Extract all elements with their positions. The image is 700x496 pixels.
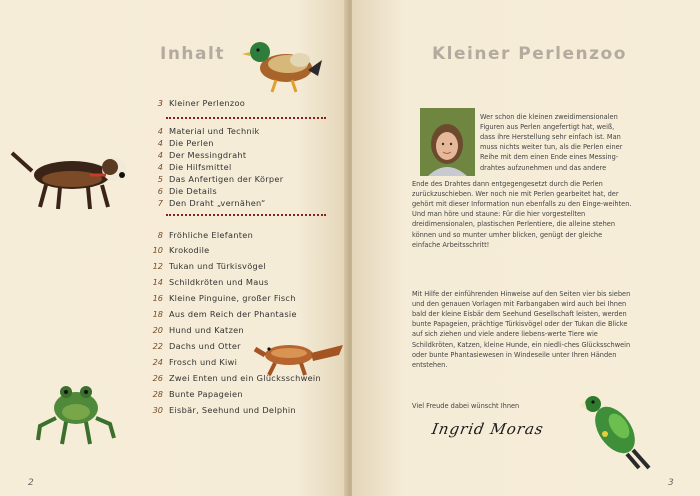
intro-text: Wer schon die kleinen zweidimensionalen Figuren aus Perlen angefertigt hat, weiß, dass ihre Herstellung sehr einfach ist. Man muss nichts weiter tun, als die Perlen einer Reihe mit dem einen Ende eines Messing-drahtes aufzunehmen und das andere bbox=[480, 112, 623, 172]
toc-divider bbox=[166, 214, 326, 218]
toc-entry-label: Hund und Katzen bbox=[169, 325, 244, 335]
toc-entry-label: Zwei Enten und ein Glücksschwein bbox=[169, 373, 321, 383]
toc-entry bbox=[145, 309, 297, 319]
bead-dog-illustration bbox=[10, 145, 135, 215]
toc-entry bbox=[145, 186, 217, 196]
toc-entry-label: Frosch und Kiwi bbox=[169, 357, 238, 367]
toc-entry-label: Die Details bbox=[169, 186, 217, 196]
toc-page-number: 7 bbox=[157, 198, 163, 208]
toc-page-number: 4 bbox=[157, 138, 163, 148]
toc-page-number: 16 bbox=[152, 293, 163, 303]
bead-frog-illustration bbox=[36, 378, 116, 448]
toc-page-number: 26 bbox=[152, 373, 163, 383]
bead-parrot-illustration bbox=[575, 390, 655, 470]
toc-page-number: 20 bbox=[152, 325, 163, 335]
closing-line: Viel Freude dabei wünscht Ihnen bbox=[412, 401, 520, 410]
toc-entry bbox=[145, 98, 245, 108]
toc-entry bbox=[145, 150, 246, 160]
toc-entry-label: Die Perlen bbox=[169, 138, 214, 148]
toc-entry-label: Den Draht „vernähen“ bbox=[169, 198, 266, 208]
toc-entry-label: Kleiner Perlenzoo bbox=[169, 98, 246, 108]
toc-page-number: 8 bbox=[157, 230, 163, 240]
toc-entry bbox=[145, 245, 210, 255]
toc-page-number: 10 bbox=[152, 245, 163, 255]
toc-entry bbox=[145, 126, 260, 136]
toc-entry-label: Die Hilfsmittel bbox=[169, 162, 232, 172]
toc-page-number: 28 bbox=[152, 389, 163, 399]
page-number: 2 bbox=[28, 478, 34, 488]
toc-page-number: 24 bbox=[152, 357, 163, 367]
page-title: Kleiner Perlenzoo bbox=[432, 44, 627, 64]
author-photo bbox=[420, 108, 475, 176]
toc-page-number: 4 bbox=[157, 150, 163, 160]
toc-entry-label: Der Messingdraht bbox=[169, 150, 247, 160]
toc-page-number: 4 bbox=[157, 126, 163, 136]
toc-entry bbox=[145, 405, 296, 415]
toc-entry-label: Tukan und Türkisvögel bbox=[169, 261, 266, 271]
author-signature: Ingrid Moras bbox=[430, 420, 546, 438]
toc-entry-label: Eisbär, Seehund und Delphin bbox=[169, 405, 296, 415]
toc-entry bbox=[145, 261, 266, 271]
toc-entry bbox=[145, 138, 214, 148]
toc-page-number: 12 bbox=[152, 261, 163, 271]
bead-duck-illustration bbox=[238, 30, 328, 100]
toc-page-number: 30 bbox=[152, 405, 163, 415]
toc-entry-label: Krokodile bbox=[169, 245, 210, 255]
toc-entry-label: Aus dem Reich der Phantasie bbox=[169, 309, 297, 319]
toc-divider bbox=[166, 117, 326, 121]
toc-entry bbox=[145, 389, 243, 399]
toc-entry-label: Schildkröten und Maus bbox=[169, 277, 269, 287]
bead-crocodile-illustration bbox=[255, 335, 345, 380]
toc-entry bbox=[145, 325, 244, 335]
intro-text-continued: Ende des Drahtes dann entgegengesetzt durch die Perlen zurückzuschieben. Wer noch nie mit Perlen gearbeitet hat, der gehört mit dieser Information nun ebenfalls zu den Einge-weihten. Und man höre und staune: Für die hier vorgestellten dreidimensionalen, plastischen Perlentiere, die alleine stehen können und so munter umher blicken, genügt der gleiche einfache Arbeitsschritt! bbox=[412, 179, 632, 249]
toc-page-number: 14 bbox=[152, 277, 163, 287]
toc-entry bbox=[145, 162, 232, 172]
toc-page-number: 5 bbox=[157, 174, 163, 184]
toc-entry bbox=[145, 357, 237, 367]
toc-entry-label: Bunte Papageien bbox=[169, 389, 243, 399]
toc-page-number: 22 bbox=[152, 341, 163, 351]
body-paragraph: Mit Hilfe der einführenden Hinweise auf den Seiten vier bis sieben und den genauen Vorlagen mit Farbangaben wird auch bei Ihnen bald der kleine Eisbär dem Seehund Gesellschaft leisten, werden bunte Papageien, prächtige Türkisvögel oder der Tukan die Blicke auf sich ziehen und viele andere liebens-werte Tiere wie Schildkröten, Katzen, kleine Hunde, ein niedli-ches Glücksschwein oder bunte Phantasiewesen in Windeseile unter Ihren Händen entstehen. bbox=[412, 289, 631, 370]
toc-entry-label: Das Anfertigen der Körper bbox=[169, 174, 284, 184]
toc-page-number: 18 bbox=[152, 309, 163, 319]
toc-entry bbox=[145, 230, 253, 240]
toc-entry-label: Kleine Pinguine, großer Fisch bbox=[169, 293, 296, 303]
page-number: 3 bbox=[668, 478, 674, 488]
toc-page-number: 3 bbox=[157, 98, 163, 108]
toc-entry-label: Material und Technik bbox=[169, 126, 260, 136]
page-title: Inhalt bbox=[160, 44, 225, 64]
toc-entry bbox=[145, 174, 283, 184]
toc-entry bbox=[145, 277, 269, 287]
toc-entry-label: Dachs und Otter bbox=[169, 341, 241, 351]
toc-entry bbox=[145, 198, 266, 208]
toc-entry-label: Fröhliche Elefanten bbox=[169, 230, 254, 240]
toc-entry bbox=[145, 341, 241, 351]
toc-entry bbox=[145, 293, 296, 303]
toc-page-number: 6 bbox=[157, 186, 163, 196]
toc-page-number: 4 bbox=[157, 162, 163, 172]
